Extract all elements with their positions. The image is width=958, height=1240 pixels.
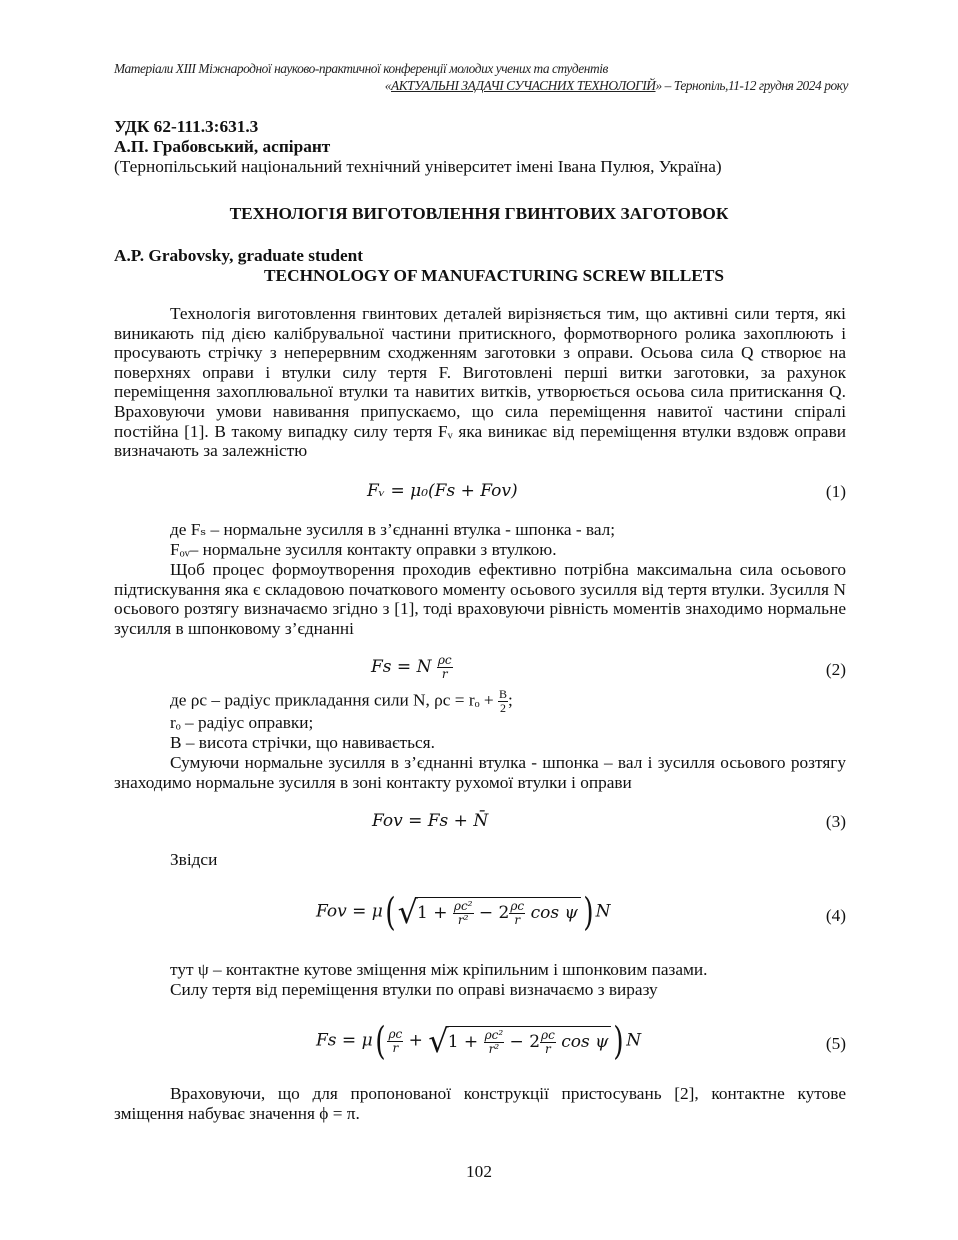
header-line-1: Матеріали XIII Міжнародної науково-практичної конференції молодих учених та студентів: [114, 61, 608, 76]
definition-psi: тут ψ – контактне кутове зміщення між кріпильним і шпонковим пазами.: [170, 960, 708, 979]
title-ua: ТЕХНОЛОГІЯ ВИГОТОВЛЕННЯ ГВИНТОВИХ ЗАГОТОВОК: [229, 204, 729, 223]
page-number: 102: [466, 1162, 492, 1181]
equation-1: Fᵥ = μ₀(Fs + Fov): [367, 481, 518, 501]
running-header: [114, 60, 848, 94]
paragraph-3: Сумуючи нормальне зусилля в з’єднанні втулка - шпонка – вал і зусилля осьового розтягу знаходимо нормальне зусилля в зоні контакту рухомої втулки і оправи: [114, 753, 846, 792]
title-en: TECHNOLOGY OF MANUFACTURING SCREW BILLETS: [264, 266, 724, 285]
conference-name: АКТУАЛЬНІ ЗАДАЧІ СУЧАСНИХ ТЕХНОЛОГІЙ: [391, 78, 656, 93]
zvidsy-label: Звідси: [170, 850, 218, 869]
equation-4: Fov = μ(√1 + $\frac{\text{ρc²}}{\text{r²}}$ − 2 $\frac{\rho c}{r}$ cos ψ ) N: [316, 890, 611, 934]
equation-5: Fs = μ( $\frac{\rho c}{r}$ + √1 + $\frac{\text{ρc²}}{\text{r²}}$ − 2 $\frac{\rho c}{r}$ cos ψ ) N: [316, 1019, 642, 1063]
equation-4-number: (4): [825, 906, 846, 925]
definition-fov: Fₒᵥ– нормальне зусилля контакту оправки з втулкою.: [170, 540, 557, 559]
equation-5-number: (5): [825, 1034, 846, 1053]
equation-3-number: (3): [825, 812, 846, 831]
definition-fs: де Fₛ – нормальне зусилля в з’єднанні втулка - шпонка - вал;: [170, 520, 616, 539]
definition-r0: rₒ – радіус оправки;: [170, 713, 314, 732]
author-ua: А.П. Грабовський, аспірант: [114, 137, 331, 156]
author-en: A.P. Grabovsky, graduate student: [114, 246, 364, 265]
affiliation: (Тернопільський національний технічний університет імені Івана Пулюя, Україна): [114, 157, 722, 176]
equation-3: Fov = Fs + N̄: [372, 811, 489, 831]
udk-code: УДК 62-111.3:631.3: [114, 117, 259, 136]
paragraph-1: Технологія виготовлення гвинтових деталей вирізняється тим, що активні сили тертя, які виникають під дією калібрувальної частини притискного, формотворного ролика захоплюють і просувають стрічку з неперервним сходженням заготовки з оправи. Осьова сила Q створює на поверхнях оправи і втулки силу тертя F. Виготовлені перші витки заготовки, за рахунок переміщення захоплювальної втулки та навитих витків, утворюється осьова сила притискання Q. Враховуючи умови навивання припускаємо, що сила переміщення навитої частини спіралі постійна [1]. В такому випадку силу тертя Fᵥ яка виникає від переміщення втулки вздовж оправи визначають за залежністю: [114, 304, 846, 461]
equation-2: Fs = N $\frac{\rho c}{r}$: [371, 653, 452, 681]
equation-1-number: (1): [825, 482, 846, 501]
definition-rho: де ρc – радіус прикладання сили N, ρc = rₒ + $\frac{B}{2}$ ;: [170, 687, 513, 715]
friction-force-intro: Силу тертя від переміщення втулки по оправі визначаємо з виразу: [170, 980, 658, 999]
equation-2-number: (2): [825, 660, 846, 679]
paragraph-4: Враховуючи, що для пропонованої конструкції пристосувань [2], контактне кутове зміщення набуває значення ϕ = π.: [114, 1084, 846, 1123]
equation-2-fraction: $\frac{\rho c}{r}$: [437, 653, 452, 681]
header-line-2: «АКТУАЛЬНІ ЗАДАЧІ СУЧАСНИХ ТЕХНОЛОГІЙ» – Тернопіль,11-12 грудня 2024 року: [384, 78, 848, 93]
definition-b: B – висота стрічки, що навивається.: [170, 733, 435, 752]
paragraph-2: Щоб процес формоутворення проходив ефективно потрібна максимальна сила осьового підтискування яка є складовою початкового моменту осьового зусилля від тертя втулки. Зусилля N осьового розтягу визначаємо згідно з [1], тоді враховуючи рівність моментів знаходимо нормальне зусилля в шпонковому з’єднанні: [114, 560, 846, 638]
